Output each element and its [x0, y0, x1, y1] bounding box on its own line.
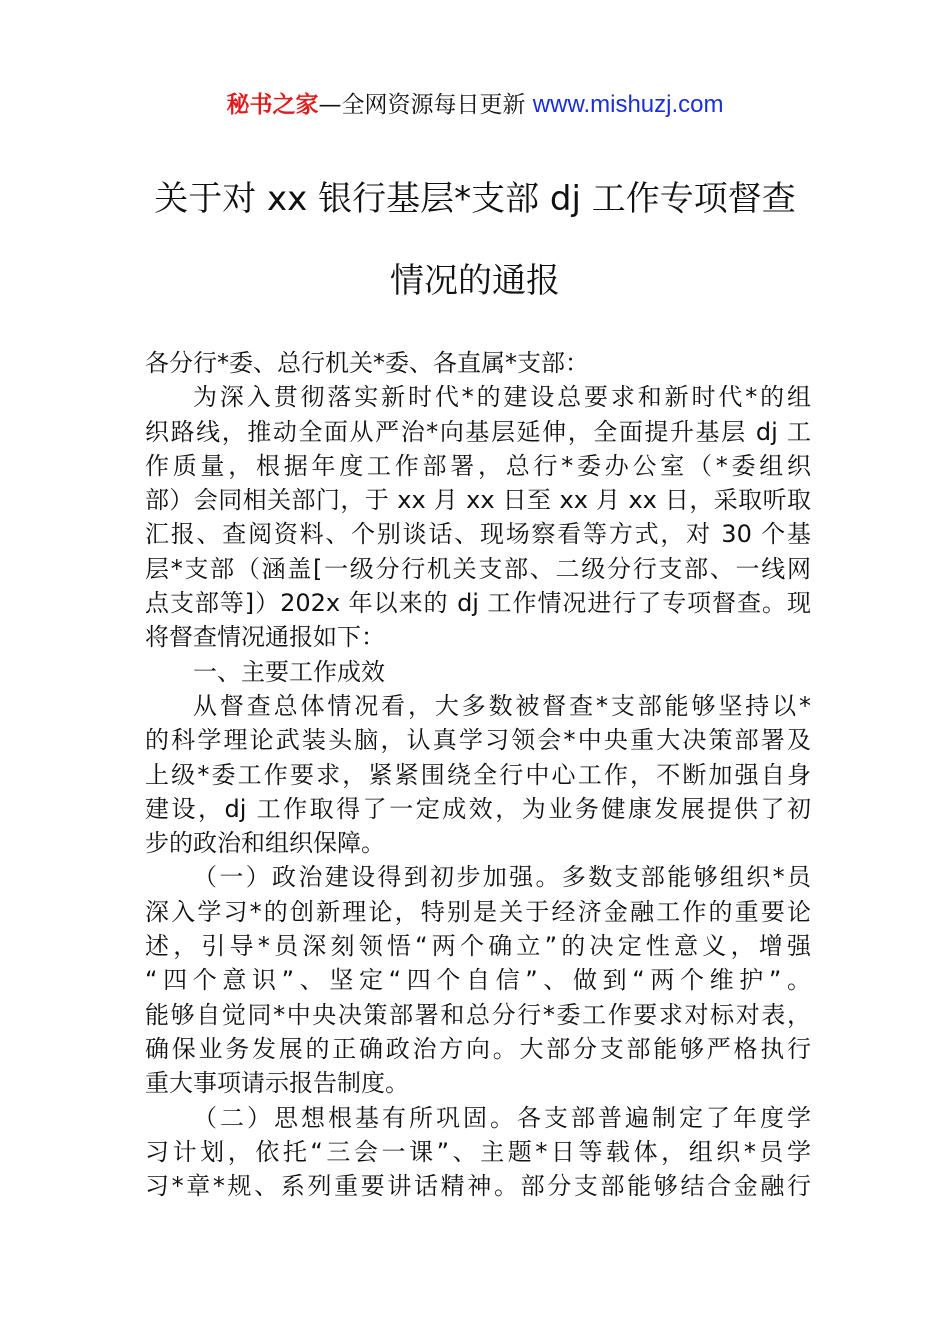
paragraph-line: 习计划，依托“三会一课”、主题*日等载体，组织*员学 — [145, 1137, 811, 1166]
site-tagline: —全网资源每日更新 — [318, 92, 533, 118]
paragraph-line: 习*章*规、系列重要讲话精神。部分支部能够结合金融行 — [145, 1172, 811, 1201]
title-line: 情况的通报 — [390, 261, 560, 301]
paragraph-line: 作质量，根据年度工作部署，总行*委办公室（*委组织 — [145, 451, 811, 480]
document-title — [100, 158, 850, 322]
paragraph-line: 层*支部（涵盖[一级分行机关支部、二级分行支部、一线网 — [145, 554, 811, 583]
paragraph-line: 的科学理论武装头脑，认真学习领会*中央重大决策部署及 — [145, 726, 811, 755]
document-body — [145, 346, 811, 1203]
paragraph-line: 述，引导*员深刻领悟“两个确立”的决定性意义，增强 — [145, 932, 811, 961]
paragraph-line: 深入学习*的创新理论，特别是关于经济金融工作的重要论 — [145, 897, 811, 926]
paragraph-line: 上级*委工作要求，紧紧围绕全行中心工作，不断加强自身 — [145, 760, 811, 789]
paragraph-line: “四个意识”、坚定“四个自信”、做到“两个维护”。 — [145, 966, 811, 995]
paragraph-line: 步的政治和组织保障。 — [145, 829, 385, 858]
paragraph-line: 汇报、查阅资料、个别谈话、现场察看等方式，对 30 个基 — [145, 520, 811, 549]
salutation: 各分行*委、总行机关*委、各直属*支部： — [145, 349, 589, 377]
title-line: 关于对 xx 银行基层*支部 dj 工作专项督查 — [154, 179, 796, 219]
paragraph-line: 为深入贯彻落实新时代*的建设总要求和新时代*的组 — [193, 383, 811, 412]
paragraph-line: 重大事项请示报告制度。 — [145, 1069, 409, 1098]
paragraph-line: 点支部等]）202x 年以来的 dj 工作情况进行了专项督查。现 — [145, 589, 811, 618]
paragraph-line: 部）会同相关部门，于 xx 月 xx 日至 xx 月 xx 日，采取听取 — [145, 486, 811, 515]
paragraph-line: 确保业务发展的正确政治方向。大部分支部能够严格执行 — [145, 1034, 811, 1063]
paragraph-line: 能够自觉同*中央决策部署和总分行*委工作要求对标对表， — [145, 1000, 811, 1029]
site-name: 秘书之家 — [226, 92, 319, 118]
paragraph-line: 织路线，推动全面从严治*向基层延伸，全面提升基层 dj 工 — [145, 417, 811, 446]
section-heading: 一、主要工作成效 — [193, 657, 385, 686]
paragraph-line: （二）思想根基有所巩固。各支部普遍制定了年度学 — [193, 1103, 811, 1132]
paragraph-line: 将督查情况通报如下： — [145, 623, 385, 652]
paragraph-line: 从督查总体情况看，大多数被督查*支部能够坚持以* — [193, 691, 811, 720]
site-url-link[interactable]: www.mishuzj.com — [532, 91, 724, 118]
paragraph-line: 建设，dj 工作取得了一定成效，为业务健康发展提供了初 — [145, 794, 811, 823]
site-header — [0, 88, 950, 122]
paragraph-line: （一）政治建设得到初步加强。多数支部能够组织*员 — [193, 863, 811, 892]
